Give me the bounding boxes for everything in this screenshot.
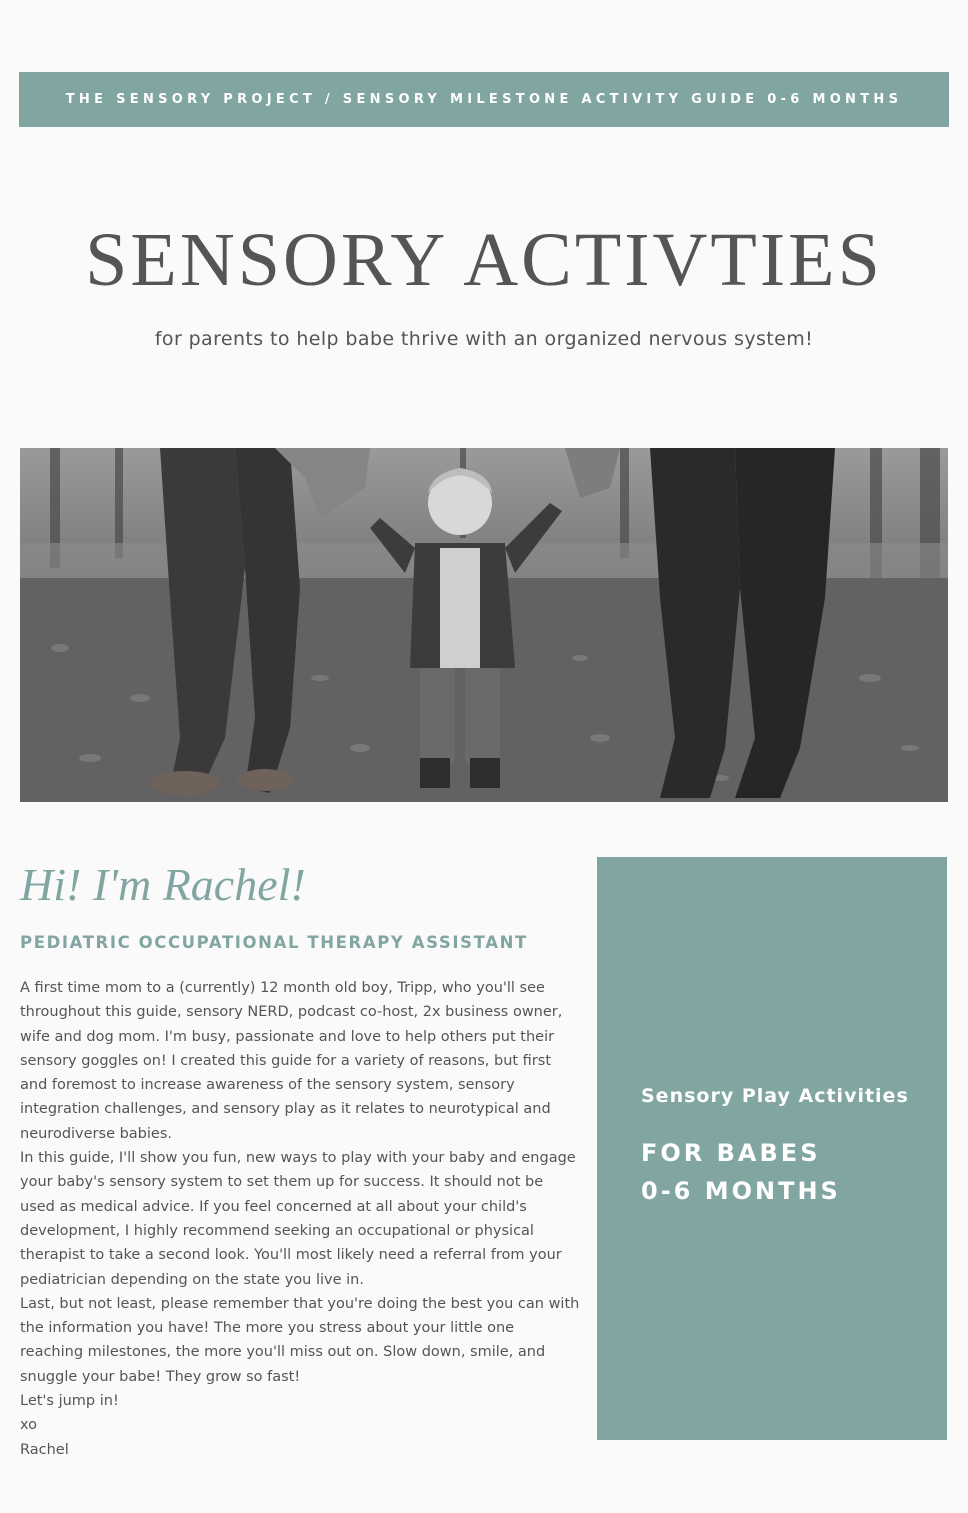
bio-line: reaching milestones, the more you'll miss out on. Slow down, smile, and xyxy=(20,1344,546,1361)
bio-text xyxy=(20,976,590,1462)
panel-subheading: Sensory Play Activities xyxy=(641,1085,909,1107)
bio-line: integration challenges, and sensory play as it relates to neurotypical and xyxy=(20,1101,551,1118)
job-title: PEDIATRIC OCCUPATIONAL THERAPY ASSISTANT xyxy=(20,933,528,952)
banner-text: THE SENSORY PROJECT / SENSORY MILESTONE ACTIVITY GUIDE 0-6 MONTHS xyxy=(65,92,903,107)
greeting-heading: Hi! I'm Rachel! xyxy=(20,859,306,910)
bio-line: used as medical advice. If you feel concerned at all about your child's xyxy=(20,1198,527,1215)
bio-line: development, I highly recommend seeking an occupational or physical xyxy=(20,1222,534,1239)
family-walking-photo xyxy=(20,448,948,802)
bio-line: and foremost to increase awareness of the sensory system, sensory xyxy=(20,1077,515,1094)
panel-line-age: 0-6 MONTHS xyxy=(641,1177,841,1205)
panel-line-babes: FOR BABES xyxy=(641,1139,821,1167)
bio-line: xo xyxy=(20,1417,38,1434)
bio-line: pediatrician depending on the state you live in. xyxy=(20,1271,364,1288)
bio-line: A first time mom to a (currently) 12 month old boy, Tripp, who you'll see xyxy=(20,980,545,996)
bio-line: therapist to take a second look. You'll most likely need a referral from your xyxy=(20,1247,562,1264)
activity-panel xyxy=(597,857,947,1440)
page-title: SENSORY ACTIVTIES xyxy=(85,218,883,302)
bio-line: the information you have! The more you stress about your little one xyxy=(20,1320,515,1337)
top-banner xyxy=(19,72,949,127)
bio-line: neurodiverse babies. xyxy=(20,1125,173,1142)
bio-line: wife and dog mom. I'm busy, passionate and love to help others put their xyxy=(20,1028,555,1045)
page-subtitle: for parents to help babe thrive with an organized nervous system! xyxy=(154,328,814,350)
bio-line: Rachel xyxy=(20,1441,69,1458)
bio-line: Let's jump in! xyxy=(20,1393,119,1410)
bio-line: sensory goggles on! I created this guide for a variety of reasons, but first xyxy=(20,1052,552,1069)
bio-line: throughout this guide, sensory NERD, podcast co-host, 2x business owner, xyxy=(20,1004,563,1021)
bio-line: Last, but not least, please remember that you're doing the best you can with xyxy=(20,1295,580,1312)
bio-line: In this guide, I'll show you fun, new ways to play with your baby and engage xyxy=(20,1150,576,1167)
bio-line: snuggle your babe! They grow so fast! xyxy=(20,1368,301,1385)
bio-line: your baby's sensory system to set them up for success. It should not be xyxy=(20,1174,544,1191)
